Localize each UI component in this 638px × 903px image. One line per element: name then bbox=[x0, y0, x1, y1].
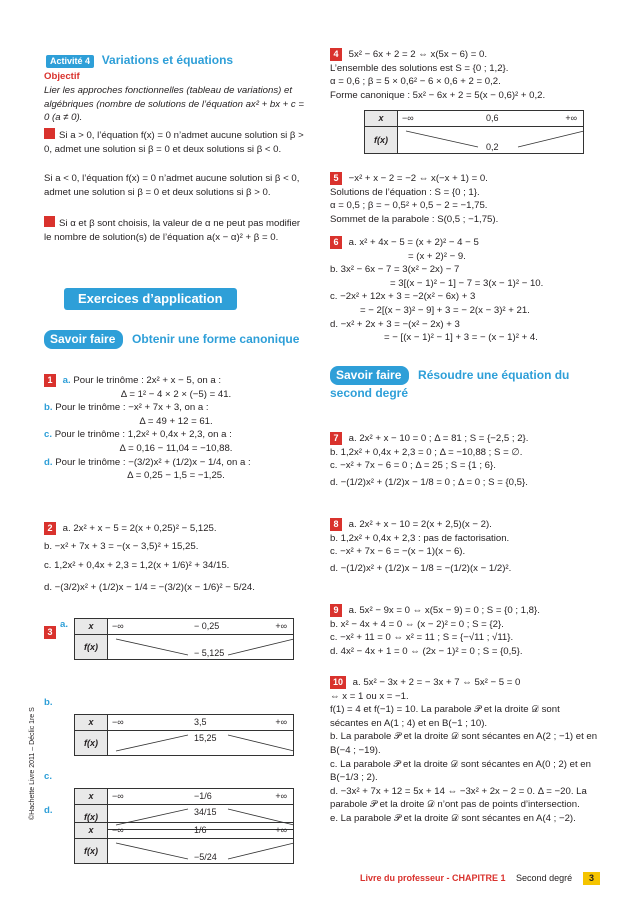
ex3-x-head: x bbox=[75, 715, 108, 731]
ex4-plus-inf: +∞ bbox=[565, 113, 577, 124]
ex3-plus-inf: +∞ bbox=[275, 717, 287, 728]
ex1-a-text: Pour le trinôme : 2x² + x − 5, on a : bbox=[73, 375, 222, 386]
ex8-b: b. 1,2x² + 0,4x + 2,3 : pas de factorisation. bbox=[330, 532, 510, 544]
footer bbox=[360, 872, 600, 885]
ex4-minus-inf: −∞ bbox=[402, 113, 414, 124]
exercise-8 bbox=[330, 518, 600, 575]
ex3-minus-inf: −∞ bbox=[112, 717, 124, 728]
ex1-c-label: c. bbox=[44, 429, 53, 441]
ex4-line-4: Forme canonique : 5x² − 6x + 2 = 5(x − 0,6)² + 0,2. bbox=[330, 89, 546, 101]
activity-item-3 bbox=[44, 216, 306, 244]
ex7-number: 7 bbox=[330, 432, 342, 445]
savoir-faire-2-title: Résoudre une équation du second degré bbox=[330, 368, 570, 401]
ex1-d-result: Δ = 0,25 − 1,5 = −1,25. bbox=[127, 470, 225, 482]
ex10-a1: a. 5x² − 3x + 2 = − 3x + 7 ⇔ 5x² − 5 = 0 bbox=[352, 677, 521, 688]
ex8-c: c. −x² + 7x − 6 = −(x − 1)(x − 6). bbox=[330, 546, 466, 558]
activity-item-1b: Si a < 0, l’équation f(x) = 0 n’admet aucune solution si β < 0, admet une solution si β = 0 et deux solutions si β > 0. bbox=[44, 173, 300, 198]
ex1-c-text: Pour le trinôme : 1,2x² + 0,4x + 2,3, on a : bbox=[54, 429, 232, 441]
footer-page: 3 bbox=[583, 872, 600, 885]
ex7-c: c. −x² + 7x − 6 = 0 ; Δ = 25 ; S = {1 ; 6}. bbox=[330, 460, 496, 472]
item-3-marker bbox=[44, 216, 55, 227]
ex10-a2: ⇔ x = 1 ou x = −1. bbox=[330, 690, 409, 702]
ex3-f-head: f(x) bbox=[75, 839, 108, 864]
ex5-line-3: α = 0,5 ; β = − 0,5² + 0,5 − 2 = −1,75. bbox=[330, 200, 488, 212]
ex1-number: 1 bbox=[44, 374, 56, 387]
ex4-x-head: x bbox=[365, 111, 398, 127]
ex3-minus-inf: −∞ bbox=[112, 825, 124, 836]
ex3-mid: −1/6 bbox=[194, 791, 212, 802]
footer-chapter: Second degré bbox=[516, 873, 573, 883]
ex3-x-head: x bbox=[75, 619, 108, 635]
ex3-number-box bbox=[44, 626, 60, 640]
ex4-line-3: α = 0,6 ; β = 5 × 0,6² − 6 × 0,6 + 2 = 0,2. bbox=[330, 76, 501, 88]
objective-label: Objectif bbox=[44, 71, 80, 82]
ex6-a2: = (x + 2)² − 9. bbox=[408, 250, 466, 262]
ex6-b1: b. 3x² − 6x − 7 = 3(x² − 2x) − 7 bbox=[330, 264, 460, 276]
ex3-value: 34/15 bbox=[194, 807, 217, 817]
item-1-text: Si a > 0, l’équation f(x) = 0 n’admet aucune solution si β > 0, admet une solution si β = 0 et deux solutions si β < 0. bbox=[44, 130, 304, 155]
ex1-b-text: Pour le trinôme : −x² + 7x + 3, on a : bbox=[55, 402, 209, 414]
item-1-marker bbox=[44, 128, 55, 139]
ex1-b-label: b. bbox=[44, 402, 53, 414]
ex1-a-result: Δ = 1² − 4 × 2 × (−5) = 41. bbox=[120, 388, 232, 400]
ex6-a1: a. x² + 4x − 5 = (x + 2)² − 4 − 5 bbox=[348, 237, 479, 248]
ex3-table-label: d. bbox=[44, 805, 53, 816]
ex3-plus-inf: +∞ bbox=[275, 791, 287, 802]
ex3-plus-inf: +∞ bbox=[275, 825, 287, 836]
ex6-number: 6 bbox=[330, 236, 342, 249]
ex8-a: a. 2x² + x − 10 = 2(x + 2,5)(x − 2). bbox=[348, 519, 492, 530]
objective-text: Lier les approches fonctionnelles (tableau de variations) et algébriques (nombre de solutions de l’équation ax² + bx + c = 0 (a ≠ 0). bbox=[44, 85, 304, 124]
ex3-value: 15,25 bbox=[194, 733, 217, 743]
ex3-x-head: x bbox=[75, 789, 108, 805]
exercise-10 bbox=[330, 676, 600, 826]
ex4-line-1: 5x² − 6x + 2 = 2 ⇔ x(5x − 6) = 0. bbox=[348, 49, 488, 60]
ex3-number: 3 bbox=[44, 626, 56, 639]
ex2-a: a. 2x² + x − 5 = 2(x + 0,25)² − 5,125. bbox=[62, 523, 217, 534]
ex3-minus-inf: −∞ bbox=[112, 791, 124, 802]
ex1-d-label: d. bbox=[44, 456, 53, 468]
exercise-6 bbox=[330, 236, 600, 345]
ex3-f-head: f(x) bbox=[75, 635, 108, 660]
ex5-line-1: −x² + x − 2 = −2 ⇔ x(−x + 1) = 0. bbox=[348, 173, 488, 184]
savoir-faire-2-pill: Savoir faire bbox=[330, 366, 409, 385]
ex8-number: 8 bbox=[330, 518, 342, 531]
ex3-value: −5/24 bbox=[194, 852, 217, 862]
ex3-x-head: x bbox=[75, 823, 108, 839]
ex10-a3: f(1) = 4 et f(−1) = 10. La parabole 𝒫 et la droite 𝒟 sont sécantes en A(1 ; 4) et en B(−1 ; 10). bbox=[330, 704, 560, 729]
ex10-number: 10 bbox=[330, 676, 346, 689]
savoir-faire-2 bbox=[330, 366, 600, 402]
footer-book: Livre du professeur - CHAPITRE 1 bbox=[360, 873, 506, 883]
savoir-faire-1 bbox=[44, 330, 308, 349]
activity-header bbox=[46, 52, 310, 69]
ex9-c: c. −x² + 11 = 0 ⇔ x² = 11 ; S = {−√11 ; √11}. bbox=[330, 632, 514, 644]
copyright-side-text: ©Hachette Livre 2011 – Déclic 1re S bbox=[29, 707, 36, 820]
ex4-variation-table bbox=[364, 110, 584, 154]
ex3-mid: − 0,25 bbox=[194, 621, 220, 632]
ex5-line-4: Sommet de la parabole : S(0,5 ; −1,75). bbox=[330, 213, 499, 225]
exercises-banner: Exercices d’application bbox=[64, 288, 237, 310]
ex10-e: e. La parabole 𝒫 et la droite 𝒟 sont sécantes en A(4 ; −2). bbox=[330, 813, 576, 825]
ex4-number: 4 bbox=[330, 48, 342, 61]
activity-badge: Activité 4 bbox=[46, 55, 94, 68]
ex10-d: d. −3x² + 7x + 12 = 5x + 14 ⇔ −3x² + 2x − 2 = 0. Δ = −20. La parabole 𝒫 et la droite 𝒟 n’ont pas de points d’intersection. bbox=[330, 785, 587, 811]
exercise-5 bbox=[330, 172, 600, 226]
ex3-mid: 3,5 bbox=[194, 717, 207, 728]
ex2-c: c. 1,2x² + 0,4x + 2,3 = 1,2(x + 1/6)² + 34/15. bbox=[44, 560, 230, 572]
ex1-a-label: a. bbox=[62, 375, 71, 386]
savoir-faire-pill: Savoir faire bbox=[44, 330, 123, 349]
ex3-table-label: b. bbox=[44, 697, 53, 708]
ex8-d: d. −(1/2)x² + (1/2)x − 1/8 = −(1/2)(x − 1/2)². bbox=[330, 562, 512, 574]
ex5-number: 5 bbox=[330, 172, 342, 185]
ex9-number: 9 bbox=[330, 604, 342, 617]
ex3-f-head: f(x) bbox=[75, 805, 108, 830]
ex3-minus-inf: −∞ bbox=[112, 621, 124, 632]
exercise-1 bbox=[44, 374, 308, 483]
ex9-b: b. x² − 4x + 4 = 0 ⇔ (x − 2)² = 0 ; S = {2}. bbox=[330, 618, 504, 630]
ex2-d: d. −(3/2)x² + (1/2)x − 1/4 = −(3/2)(x − 1/6)² − 5/24. bbox=[44, 581, 255, 593]
ex3-f-head: f(x) bbox=[75, 731, 108, 756]
ex3-table-label: c. bbox=[44, 771, 53, 782]
ex4-mid: 0,6 bbox=[486, 113, 499, 124]
exercise-2 bbox=[44, 522, 308, 594]
ex6-b2: = 3[(x − 1)² − 1] − 7 = 3(x − 1)² − 10. bbox=[390, 277, 544, 289]
activity-item-1 bbox=[44, 128, 306, 156]
ex3-table-label: a. bbox=[60, 619, 69, 630]
ex6-c2: = − 2[(x − 3)² − 9] + 3 = − 2(x − 3)² + 21. bbox=[360, 305, 530, 317]
ex1-b-result: Δ = 49 + 12 = 61. bbox=[139, 415, 213, 427]
ex6-c1: c. −2x² + 12x + 3 = −2(x² − 6x) + 3 bbox=[330, 291, 476, 303]
ex1-c-result: Δ = 0,16 − 11,04 = −10,88. bbox=[119, 443, 233, 455]
item-3-text: Si α et β sont choisis, la valeur de α ne peut pas modifier le nombre de solution(s) de l’équation a(x − α)² + β = 0. bbox=[44, 218, 301, 243]
ex10-c: c. La parabole 𝒫 et la droite 𝒟 sont sécantes en A(0 ; 2) et en B(−1/3 ; 2). bbox=[330, 758, 591, 784]
activity-title: Variations et équations bbox=[101, 53, 234, 67]
ex3-value: − 5,125 bbox=[194, 648, 225, 658]
ex4-f-head: f(x) bbox=[365, 127, 398, 154]
ex9-d: d. 4x² − 4x + 1 = 0 ⇔ (2x − 1)² = 0 ; S = {0,5}. bbox=[330, 645, 523, 657]
ex4-value: 0,2 bbox=[486, 142, 499, 152]
ex6-d2: = − [(x − 1)² − 1] + 3 = − (x − 1)² + 4. bbox=[384, 332, 538, 344]
ex1-d-text: Pour le trinôme : −(3/2)x² + (1/2)x − 1/4, on a : bbox=[55, 456, 251, 468]
ex6-d1: d. −x² + 2x + 3 = −(x² − 2x) + 3 bbox=[330, 318, 460, 330]
ex4-line-2: L’ensemble des solutions est S = {0 ; 1,2}. bbox=[330, 62, 509, 74]
ex7-d: d. −(1/2)x² + (1/2)x − 1/8 = 0 ; Δ = 0 ; S = {0,5}. bbox=[330, 476, 528, 488]
ex2-number: 2 bbox=[44, 522, 56, 535]
ex7-b: b. 1,2x² + 0,4x + 2,3 = 0 ; Δ = −10,88 ; S = ∅. bbox=[330, 446, 523, 458]
ex9-a: a. 5x² − 9x = 0 ⇔ x(5x − 9) = 0 ; S = {0 ; 1,8}. bbox=[348, 605, 540, 616]
ex7-a: a. 2x² + x − 10 = 0 ; Δ = 81 ; S = {−2,5 ; 2}. bbox=[348, 433, 529, 444]
ex5-line-2: Solutions de l’équation : S = {0 ; 1}. bbox=[330, 186, 480, 198]
ex3-plus-inf: +∞ bbox=[275, 621, 287, 632]
exercise-4 bbox=[330, 48, 600, 102]
exercise-9 bbox=[330, 604, 600, 658]
ex3-mid: 1/6 bbox=[194, 825, 207, 836]
ex10-b: b. La parabole 𝒫 et la droite 𝒟 sont sécantes en A(2 ; −1) et en B(−4 ; −19). bbox=[330, 731, 598, 757]
exercise-7 bbox=[330, 432, 600, 489]
savoir-faire-title: Obtenir une forme canonique bbox=[132, 332, 300, 346]
ex2-b: b. −x² + 7x + 3 = −(x − 3,5)² + 15,25. bbox=[44, 540, 199, 552]
